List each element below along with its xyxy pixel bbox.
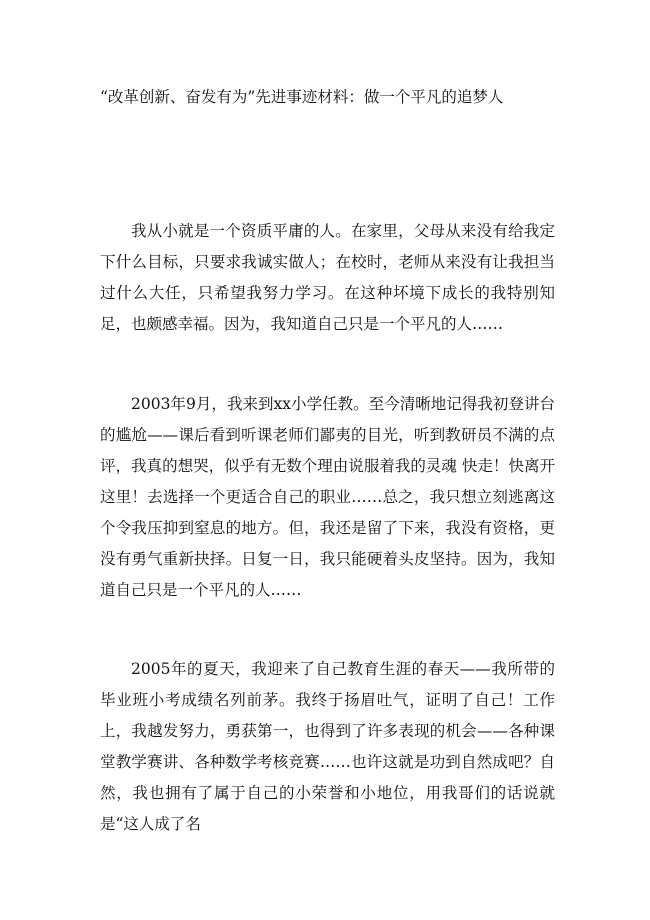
paragraph-2003: 2003年9月，我来到xx小学任教。至今清晰地记得我初登讲台的尴尬——课后看到听课老师们鄙夷的目光，听到教研员不满的点评，我真的想哭，似乎有无数个理由说服着我的灵魂 快走！快离开这里！去选择一个更适合自己的职业……总之，我只想立刻逃离这个令我压抑到窒息的地方。但，我还是留了下来，我没有资格，更没有勇气重新抉择。日复一日，我只能硬着头皮坚持。因为，我知道自己只是一个平凡的人……: [100, 395, 555, 599]
document-title: “改革创新、奋发有为”先进事迹材料：做一个平凡的追梦人: [100, 88, 504, 106]
paragraph-childhood: 我从小就是一个资质平庸的人。在家里，父母从来没有给我定下什么目标，只要求我诚实做人；在校时，老师从来没有让我担当过什么大任，只希望我努力学习。在这种坏境下成长的我特别知足，也颇感幸福。因为，我知道自己只是一个平凡的人……: [100, 222, 555, 333]
paragraph-2005: 2005年的夏天，我迎来了自己教育生涯的春天——我所带的毕业班小考成绩名列前茅。我终于扬眉吐气，证明了自己！工作上，我越发努力，勇获第一，也得到了许多表现的机会——各种课堂教学赛讲、各种数学考核竞赛……也许这就是功到自然成吧？自然，我也拥有了属于自己的小荣誉和小地位，用我哥们的话说就是“这人成了名: [100, 660, 555, 833]
